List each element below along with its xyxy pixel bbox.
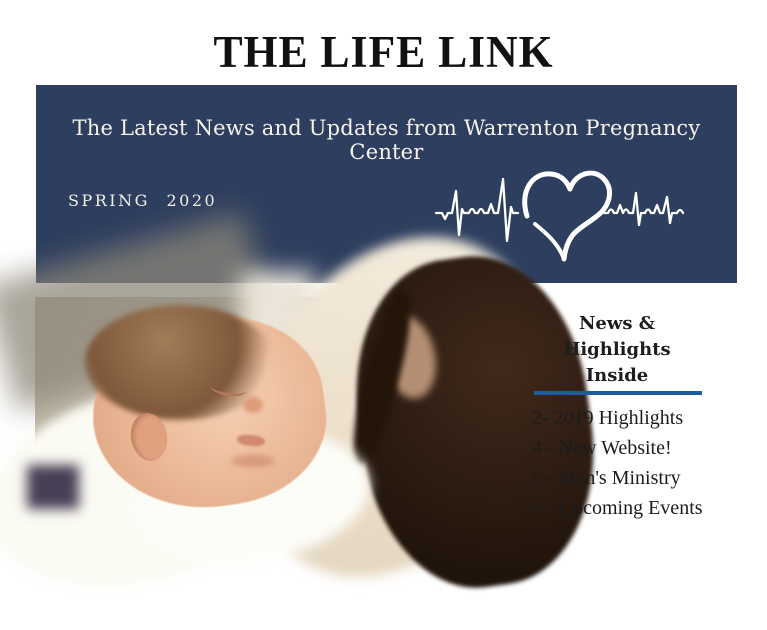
baby-chin — [231, 455, 275, 467]
toc-item-new-website: 4 - New Website! — [532, 437, 672, 459]
toc-item-mens-ministry: 5 - Men's Ministry — [532, 467, 681, 489]
banner-subtitle: The Latest News and Updates from Warrenton Pregnancy Center — [72, 116, 701, 164]
toc-item-2019-highlights: 2- 2019 Highlights — [532, 407, 684, 429]
baby-nose — [243, 397, 263, 413]
newsletter-title: THE LIFE LINK — [213, 27, 554, 77]
toc-item-upcoming-events: 6 - Upcoming Events — [532, 497, 703, 519]
corner-fabric — [27, 465, 79, 509]
sidebar-heading-line-1: News & — [578, 313, 656, 334]
sidebar-heading-line-3: Inside — [585, 365, 649, 386]
issue-date: SPRING 2020 — [68, 191, 218, 210]
cover-photo-mother-baby — [35, 297, 473, 496]
sidebar-divider — [534, 391, 702, 395]
contents-list — [532, 407, 703, 527]
sidebar-heading — [531, 311, 703, 389]
sidebar-heading-line-2: Highlights — [563, 339, 671, 360]
